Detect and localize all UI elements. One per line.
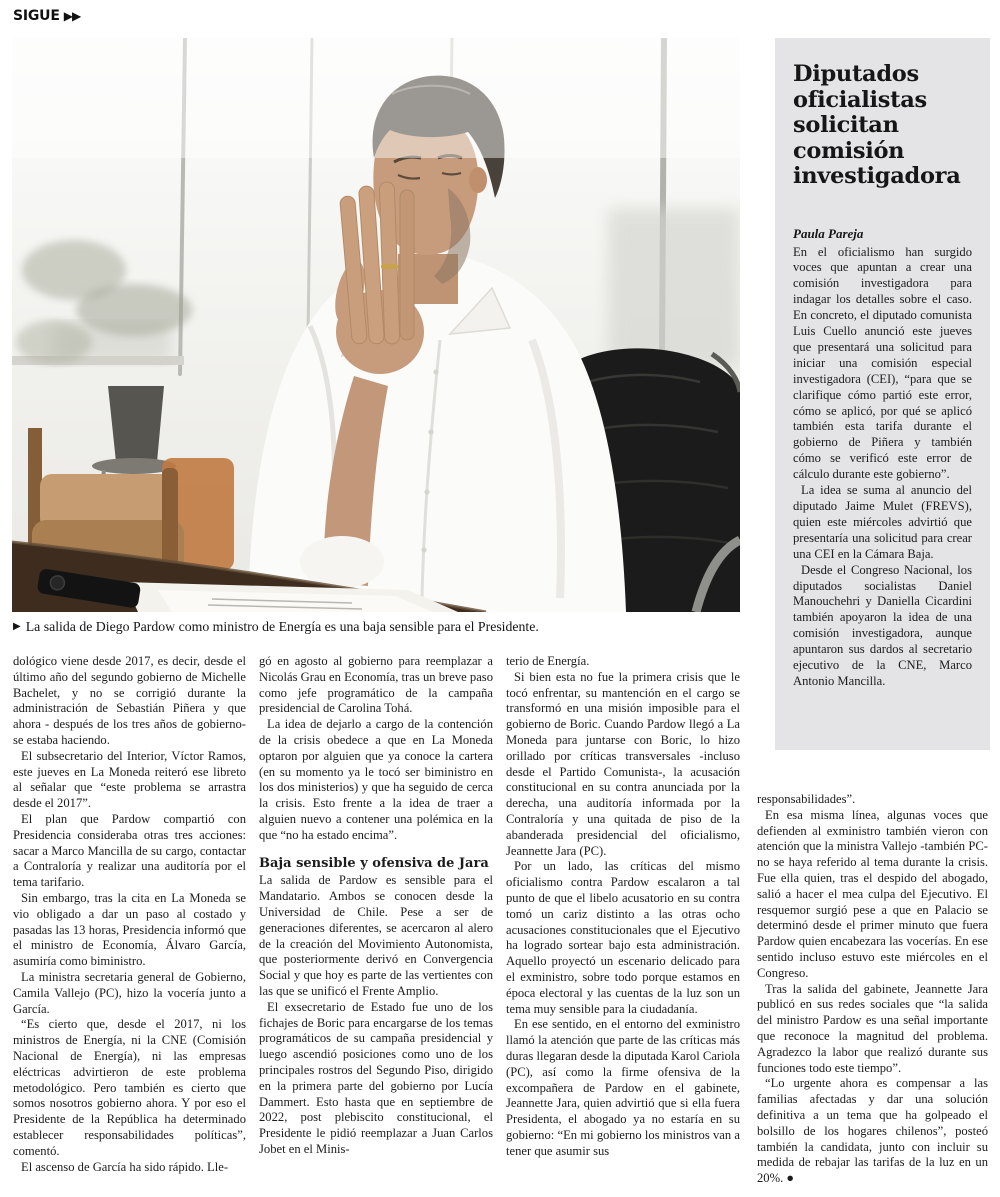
sidebar-paragraph: La idea se suma al anuncio del diputado Jaime Mulet (FREVS), quien este miércoles advirtió que presentaría una solicitud para crear una CEI en la Cámara Baja.: [793, 483, 972, 561]
article-paragraph: En ese sentido, en el entorno del exministro llamó la atención que parte de las críticas más duras llegaran desde la diputada Karol Cariola (PC), así como la firme ofensiva de la excompañera de Pardow en el gabinete, Jeannette Jara, quien advirtió que si ella fuera Presidenta, el abogado ya no estaría en su gobierno: “En mi gobierno los ministros van a tener que asumir sus: [506, 1017, 740, 1158]
article-paragraph: El ascenso de García ha sido rápido. Lle-: [21, 1159, 229, 1174]
sidebar-box: [775, 38, 990, 750]
caption-arrow-icon: ▶: [13, 621, 21, 632]
article-paragraph: El subsecretario del Interior, Víctor Ramos, este jueves en La Moneda reiteró ese libreto al señalar que “este problema se arrastra desde el 2017”.: [13, 748, 246, 811]
kicker: [13, 8, 80, 24]
article-paragraph: gó en agosto al gobierno para reemplazar a Nicolás Grau en Economía, tras un breve paso como jefe programático de la campaña presidencial de Carolina Tohá.: [259, 654, 493, 716]
article-photo: [12, 38, 740, 612]
article-paragraph: Tras la salida del gabinete, Jeannette Jara publicó en sus redes sociales que “la salida del ministro Pardow es una señal importante que reconoce la magnitud del problema. Agradezco la labor que realizó durante sus funciones todo este tiempo”.: [757, 981, 988, 1075]
article-paragraph: terio de Energía.: [506, 654, 590, 668]
article-paragraph: El exsecretario de Estado fue uno de los fichajes de Boric para encargarse de los temas programáticos de su campaña presidencial y luego ascendió posiciones como uno de los principales rostros del Segundo Piso, dirigido en la primera parte del gobierno por Lucía Dammert. Esto hasta que en septiembre de 2022, post plebiscito constitucional, el Presidente le pidió reemplazar a Juan Carlos Jobet en el Minis-: [259, 999, 493, 1156]
article-subhead: Baja sensible y ofensiva de Jara: [259, 855, 489, 871]
sidebar-paragraph: En el oficialismo han surgido voces que apuntan a crear una comisión investigadora para indagar los detalles sobre el caso. En concreto, el diputado comunista Luis Cuello anunció este jueves que presentará una solicitud para iniciar una comisión especial investigadora (CEI), “para que se clarifique cómo partió este error, cómo se aplicó, por qué se aplicó también esta tarifa durante el gobierno de Piñera y también cómo se verificó este error de cálculo durante este gobierno”.: [793, 244, 972, 482]
article-paragraph: dológico viene desde 2017, es decir, desde el último año del segundo gobierno de Michelle Bachelet, y no se corrigió durante la administración de Sebastián Piñera y que ahora - después de los tres años de gobierno- se estaba haciendo.: [13, 654, 246, 747]
article-column-3: [506, 654, 740, 1194]
article-column-1: [13, 654, 246, 1194]
article-paragraph: Si bien esta no fue la primera crisis que le tocó enfrentar, su mantención en el cargo se transformó en una misión imposible para el gobierno de Boric. Cuando Pardow llegó a La Moneda para juntarse con Boric, lo hizo orillado por críticas transversales -incluso desde el Partido Comunista-, la acusación constitucional en su contra anunciada por la derecha, una auditoría informada por la Contraloría y una quitada de piso de la abanderada presidencial del oficialismo, Jeannette Jara (PC).: [506, 669, 740, 858]
sidebar-byline: Paula Pareja: [793, 225, 864, 241]
article-paragraph: La ministra secretaria general de Gobierno, Camila Vallejo (PC), hizo la vocería junto a García.: [13, 969, 246, 1016]
photo-caption-text: La salida de Diego Pardow como ministro de Energía es una baja sensible para el Presidente.: [25, 619, 539, 634]
kicker-arrows-icon: ▶▶: [63, 9, 81, 23]
article-paragraph: Por un lado, las críticas del mismo oficialismo contra Pardow escalaron a tal punto de que el libelo acusatorio en su contra tomó un cariz distinto a las otras ocho acusaciones constitucionales que el Ejecutivo ha logrado sortear bajo esta administración. Aquello proyectó un escenario delicado para el exministro, sobre todo porque estamos en época electoral y las cuentas de la luz son un tema muy sensible para la ciudadanía.: [506, 859, 740, 1016]
article-paragraph: La salida de Pardow es sensible para el Mandatario. Ambos se conocen desde la Universidad de Chile. Pese a ser de generaciones diferentes, se acercaron al alero de la creación del Movimiento Autonomista, que posteriormente derivó en Convergencia Social y que hoy es parte de las vertientes con las que se unificó el Frente Amplio.: [259, 873, 493, 998]
article-paragraph: El plan que Pardow compartió con Presidencia consideraba otras tres acciones: sacar a Marco Mancilla de su cargo, contactar a Contraloría y realizar una auditoría por el tema tarifario.: [13, 811, 246, 890]
photo-caption: [13, 619, 741, 635]
article-paragraph: La idea de dejarlo a cargo de la contención de la crisis obedece a que en La Moneda optaron por alguien que ya conoce la cartera (en su momento ya le tocó ser biministro en los dos ministerios) y que ha seguido de cerca la crisis. Esto frente a la idea de traer a alguien nuevo a contener una polémica en la que “no ha estado encima”.: [259, 717, 493, 842]
sidebar-body: [793, 245, 972, 690]
sidebar-paragraph: Desde el Congreso Nacional, los diputados socialistas Daniel Manouchehri y Daniella Cicardini también apoyaron la idea de una comisión investigadora, aunque apuntaron sus dardos al secretario ejecutivo de la CNE, Marco Antonio Mancilla.: [793, 562, 972, 688]
article-column-2: [259, 654, 493, 1194]
sidebar-title: Diputados oficialistas solicitan comisión investigadora: [793, 61, 961, 189]
article-paragraph: “Lo urgente ahora es compensar a las familias afectadas y dar una solución definitiva a un tema que ha golpeado el bolsillo de los hogares chilenos”, posteó también la candidata, junto con incluir su medida de rebajar las tarifas de la luz en un 20%. ●: [757, 1076, 988, 1186]
article-paragraph: “Es cierto que, desde el 2017, ni los ministros de Energía, ni la CNE (Comisión Nacional de Energía), ni las empresas eléctricas advirtieron de este problema metodológico. Pero también es cierto que somos nosotros gobierno ahora. Y por eso el Presidente de la República ha determinado establecer responsabilidades políticas”, comentó.: [13, 1017, 246, 1158]
photo-window-glare: [12, 38, 740, 158]
photo-illustration: [12, 38, 740, 612]
kicker-label: SIGUE: [13, 8, 60, 24]
article-paragraph: responsabilidades”.: [757, 792, 856, 806]
article-column-4: [757, 792, 988, 1194]
article-paragraph: En esa misma línea, algunas voces que defienden al exministro también vieron con atención que la ministra Vallejo -también PC- no se haya referido al tema durante la crisis. Fue ella quien, tras el despido del abogado, salió a hacer el mea culpa del Ejecutivo. El resquemor surgió pese a que en Palacio se determinó desde el primer minuto que fuera Pardow quien encabezara las vocerías. En ese sentido incluso estuvo este miércoles en el Congreso.: [757, 807, 988, 980]
article-paragraph: Sin embargo, tras la cita en La Moneda se vio obligado a dar un paso al costado y pasadas las 13 horas, Presidencia informó que el ministro de Economía, Álvaro García, asumiría como biministro.: [13, 890, 246, 969]
